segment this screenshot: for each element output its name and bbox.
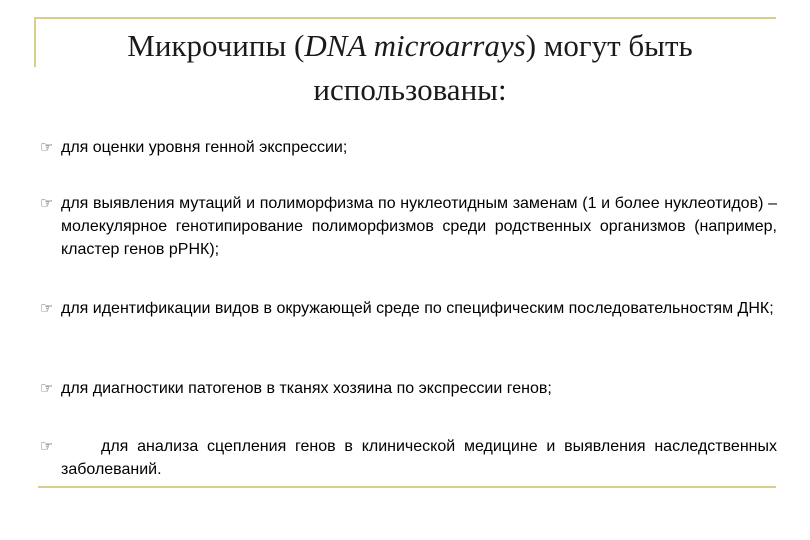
- bullet-text: для идентификации видов в окружающей среде по специфическим последовательностям ДНК;: [61, 300, 774, 317]
- slide-title: [40, 24, 780, 112]
- bullet-item-1: [40, 136, 777, 159]
- bullet-text: для анализа сцепления генов в клинической медицине и выявления наследственных заболеваний.: [61, 438, 777, 478]
- pointing-hand-icon: ☞: [40, 379, 54, 397]
- title-part2: ) могут быть: [525, 28, 693, 63]
- pointing-hand-icon: ☞: [40, 299, 54, 317]
- bullet-item-3: [40, 297, 777, 320]
- bullet-item-5: [40, 435, 777, 481]
- frame-top-line: [34, 17, 776, 19]
- pointing-hand-icon: ☞: [40, 138, 54, 156]
- pointing-hand-icon: ☞: [40, 194, 54, 212]
- title-part1: Микрочипы (: [127, 28, 305, 63]
- frame-bottom-line: [38, 486, 776, 488]
- bullet-item-2: [40, 192, 777, 261]
- bullet-text: для выявления мутаций и полиморфизма по нуклеотидным заменам (1 и более нуклеотидов) – молекулярное генотипирование полиморфизмов среди родственных организмов (например, кластер генов рРНК);: [61, 195, 777, 258]
- bullet-text: для диагностики патогенов в тканях хозяина по экспрессии генов;: [61, 380, 552, 397]
- pointing-hand-icon: ☞: [40, 437, 54, 455]
- title-italic: DNA microarrays: [304, 28, 526, 63]
- bullet-item-4: [40, 377, 777, 400]
- frame-left-line: [34, 17, 36, 67]
- bullet-text: для оценки уровня генной экспрессии;: [61, 139, 348, 156]
- title-line2: использованы:: [313, 72, 507, 107]
